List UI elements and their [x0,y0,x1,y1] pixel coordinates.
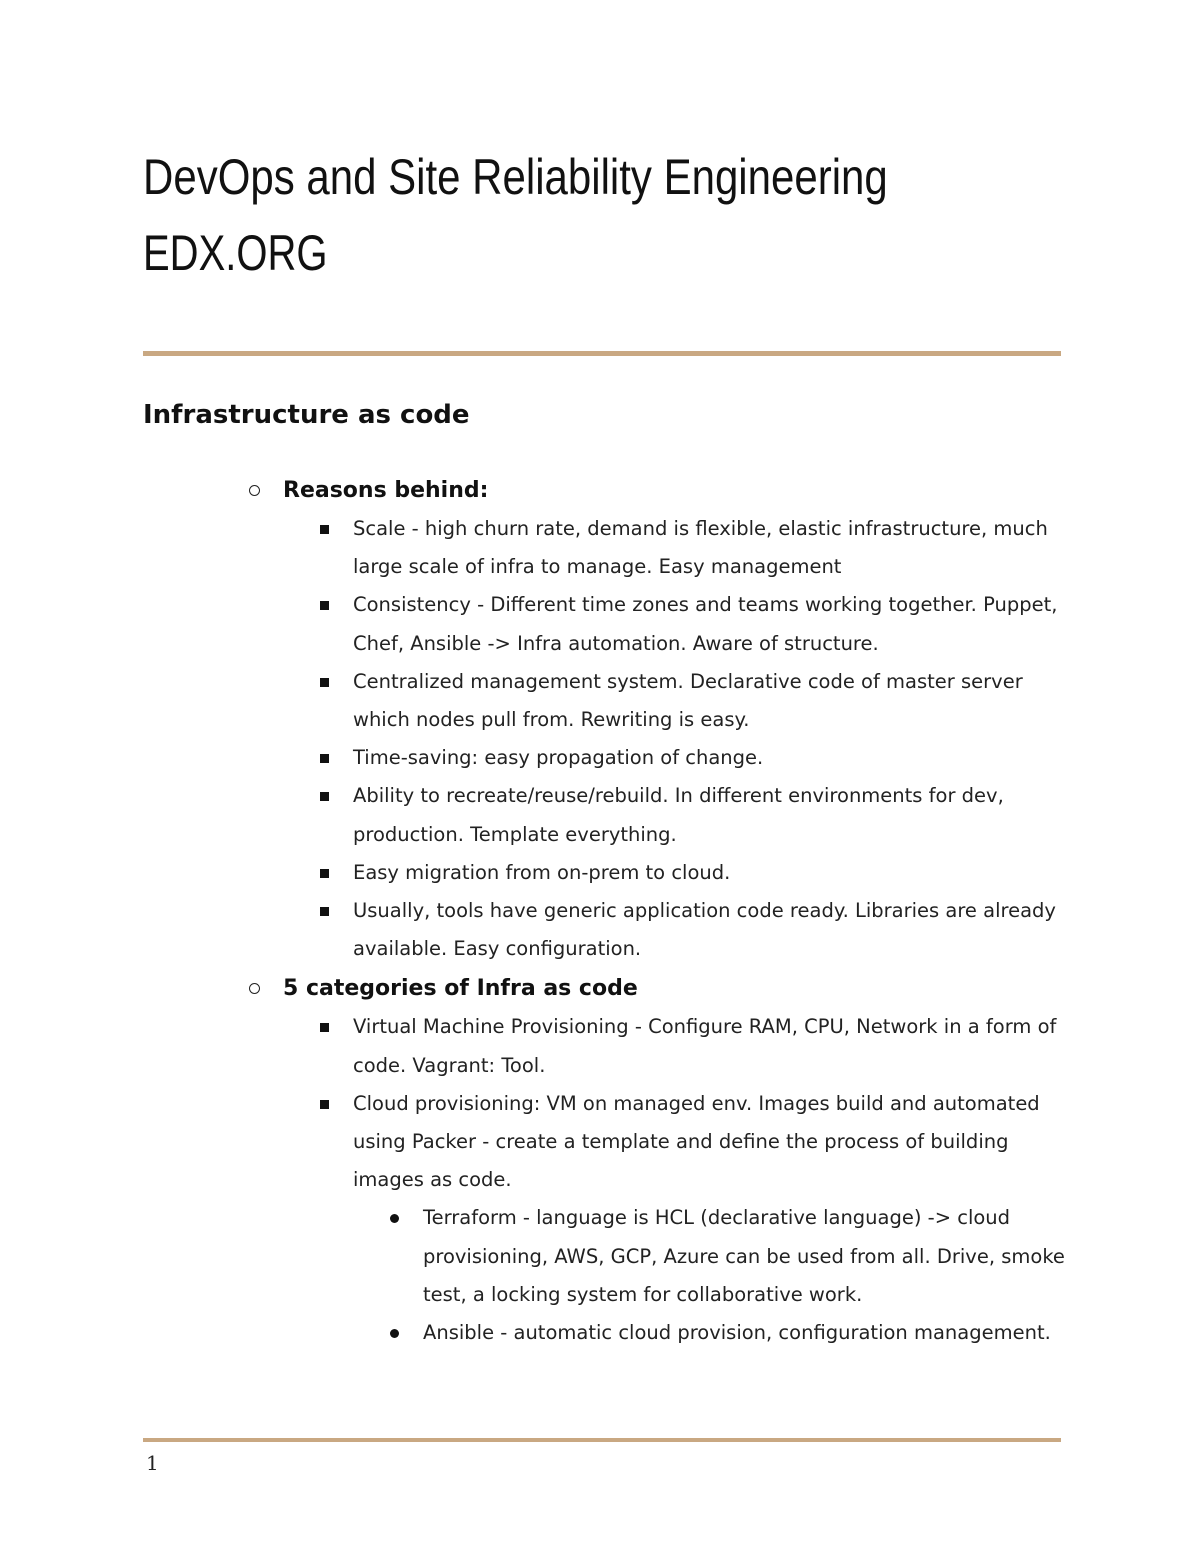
list-item-text: Centralized management system. Declarative code of master server which nodes pull from. Rewriting is easy. [353,669,1023,732]
list-item-text: Consistency - Different time zones and teams working together. Puppet, Chef, Ansible -> Infra automation. Aware of structure. [353,593,1058,655]
list-group-categories [247,970,1067,1352]
hollow-circle-bullet-icon [249,485,260,496]
document-title: DevOps and Site Reliability Engineering [143,149,888,205]
list-item [387,1314,1067,1352]
list-item-text: Virtual Machine Provisioning - Configure RAM, CPU, Network in a form of code. Vagrant: Tool. [353,1015,1057,1077]
square-bullet-icon [320,1100,329,1109]
square-bullet-icon [320,754,329,763]
group-label: 5 categories of Infra as code [283,976,638,1002]
list-item [317,663,1067,739]
list-item-text: Ability to recreate/reuse/rebuild. In different environments for dev, production. Template everything. [353,784,1004,846]
categories-list [247,1008,1067,1352]
group-heading [247,970,1067,1008]
square-bullet-icon [320,678,329,687]
square-bullet-icon [320,792,329,801]
list-item [317,1008,1067,1084]
document-subtitle: EDX.ORG [143,225,328,281]
square-bullet-icon [320,907,329,916]
list-item [317,892,1067,968]
list-item [387,1199,1067,1314]
list-item [317,510,1067,586]
list-item-text: Time-saving: easy propagation of change. [353,746,764,770]
list-item-text: Cloud provisioning: VM on managed env. Images build and automated using Packer - create a template and define the process of building images as code. [353,1091,1040,1192]
cloud-tools-list [353,1199,1067,1352]
header-divider [143,351,1061,356]
group-label: Reasons behind: [283,478,489,503]
outline-list [247,472,1067,1354]
group-heading [247,472,1067,510]
list-item-text: Usually, tools have generic application code ready. Libraries are already available. Easy configuration. [353,899,1056,961]
list-item-text: Terraform - language is HCL (declarative language) -> cloud provisioning, AWS, GCP, Azure can be used from all. Drive, smoke test, a locking system for collaborative work. [423,1206,1065,1306]
reasons-list [247,510,1067,968]
list-item [317,777,1067,853]
dot-bullet-icon [390,1214,399,1223]
square-bullet-icon [320,869,329,878]
list-group-reasons [247,472,1067,968]
list-item [317,854,1067,892]
dot-bullet-icon [390,1329,399,1338]
list-item [317,739,1067,777]
footer-divider [143,1438,1061,1442]
hollow-circle-bullet-icon [249,983,260,994]
list-item [317,1085,1067,1352]
square-bullet-icon [320,525,329,534]
square-bullet-icon [320,601,329,610]
section-heading: Infrastructure as code [143,400,470,430]
list-item-text: Ansible - automatic cloud provision, configuration management. [423,1321,1051,1345]
square-bullet-icon [320,1023,329,1032]
list-item [317,586,1067,662]
list-item-text: Easy migration from on-prem to cloud. [353,860,731,884]
page-number: 1 [146,1451,159,1475]
list-item-text: Scale - high churn rate, demand is flexible, elastic infrastructure, much large scale of infra to manage. Easy management [353,517,1048,579]
